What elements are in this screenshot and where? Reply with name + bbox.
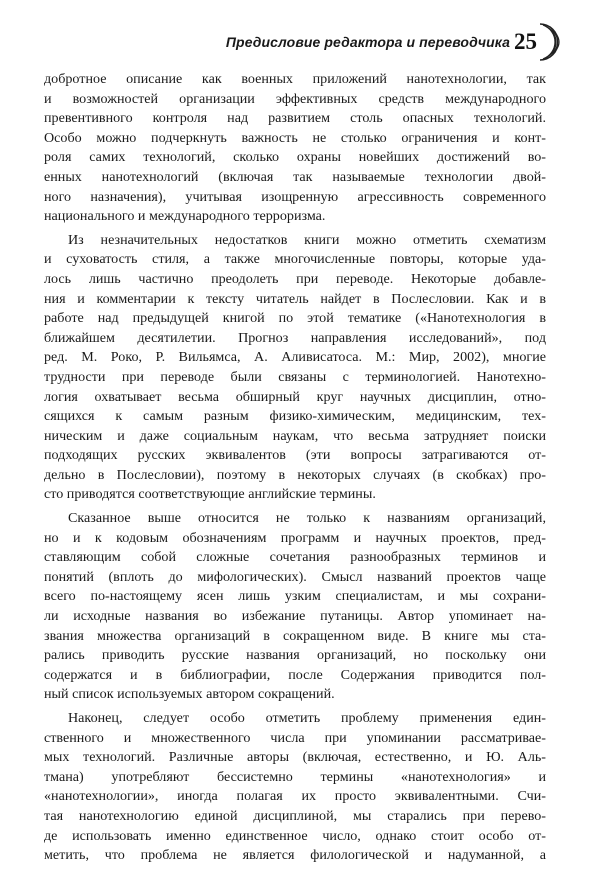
text-line: тая нанотехнологию единой дисциплиной, мы старались при перево- xyxy=(44,807,546,824)
text-line: ного назначения), учитывая изощренную агрессивность современного xyxy=(44,188,546,205)
text-line: трудности при переводе были связаны с терминологией. Нанотехно- xyxy=(44,368,546,385)
text-line: ный список используемых автором сокращений. xyxy=(44,686,335,703)
text-line: работе над предыдущей книгой по этой тематике («Нанотехнология в xyxy=(44,310,546,327)
text-line: тмана) употребляют бессистемно термины «нанотехнология» и xyxy=(44,768,546,785)
text-line: ближайшем десятилетии. Прогноз направления исследований», под xyxy=(44,329,546,346)
text-line: метить, что проблема не является филологической и надуманной, а xyxy=(44,847,546,864)
text-line: Наконец, следует особо отметить проблему применения един- xyxy=(68,710,546,726)
text-line: дельно в Послесловии), поэтому в некоторых случаях (в скобках) про- xyxy=(44,466,546,483)
text-line: превентивного контроля над развитием столь опасных технологий. xyxy=(44,110,546,127)
text-line: и суховатость стиля, а также многочисленные повторы, которые уда- xyxy=(44,251,546,268)
text-line: звания множества организаций в сокращенном виде. В книге мы ста- xyxy=(44,627,546,644)
paragraph xyxy=(44,231,546,505)
text-line: де использовать именно единственное число, однако стоит особо от- xyxy=(44,827,546,844)
text-line: рались приводить русские названия организаций, но поскольку они xyxy=(44,647,546,664)
paragraph xyxy=(44,70,546,227)
page-header xyxy=(0,0,600,80)
paragraph xyxy=(44,709,546,866)
text-line: ред. М. Роко, Р. Вильямса, А. Аливисатоса. М.: Мир, 2002), многие xyxy=(44,349,546,366)
text-line: добротное описание как военных приложений нанотехнологии, так xyxy=(44,71,546,87)
text-line: подходящих русских эквивалентов (эти вопросы затрагиваются от- xyxy=(44,447,546,464)
text-line: национального и международного терроризма. xyxy=(44,208,326,225)
text-line: енных нанотехнологий (включая так называемые технологии двой- xyxy=(44,168,546,185)
text-line: ственного и множественного числа при упоминании рассматривае- xyxy=(44,729,546,746)
text-line: «нанотехнологии», иногда полагая их просто эквивалентными. Счи- xyxy=(44,788,546,805)
running-title: Предисловие редактора и переводчика xyxy=(225,34,510,50)
text-line: Особо можно подчеркнуть важность не столько ограничения и конт- xyxy=(44,129,546,146)
text-line: содержатся и в библиографии, после Содержания приводится пол- xyxy=(44,666,546,683)
text-line: роля самих технологий, сколько охраны новейших достижений во- xyxy=(44,149,546,166)
paragraph xyxy=(44,509,546,705)
text-line: логия охватывает весьма обширный круг научных дисциплин, отно- xyxy=(44,388,546,405)
text-line: и возможностей организации эффективных средств международного xyxy=(44,90,546,107)
text-line: всего по-настоящему ясен лишь узким специалистам, и мы сохрани- xyxy=(44,588,546,605)
text-line: ния и комментарии к тексту читатель найдет в Послесловии. Как и в xyxy=(44,290,546,307)
text-line: мых технологий. Различные авторы (включая, естественно, и Ю. Аль- xyxy=(44,749,546,766)
text-line: но и к кодовым обозначениям программ и научных проектов, пред- xyxy=(44,529,546,546)
text-line: ставляющим собой сложные сочетания разнообразных терминов и xyxy=(44,549,546,566)
text-line: сто приводятся соответствующие английские термины. xyxy=(44,486,376,503)
text-line: Из незначительных недостатков книги можно отметить схематизм xyxy=(68,231,546,248)
text-line: лось лишь частично преодолеть при переводе. Некоторые добавле- xyxy=(44,270,546,287)
text-line: Сказанное выше относится не только к названиям организаций, xyxy=(68,510,546,527)
text-line: ническим и даже социальным наукам, что весьма затрудняет поиски xyxy=(44,427,546,444)
body-text xyxy=(44,70,546,870)
text-line: понятий (вплоть до мифологических). Смысл названий проектов чаще xyxy=(44,568,546,585)
text-line: сящихся к самым разным физико-химическим, медицинским, тех- xyxy=(44,408,546,425)
page-number-badge xyxy=(510,20,566,64)
text-line: ли исходные названия во избежание путаницы. Автор упоминает на- xyxy=(44,608,546,625)
page-number: 25 xyxy=(514,29,537,54)
